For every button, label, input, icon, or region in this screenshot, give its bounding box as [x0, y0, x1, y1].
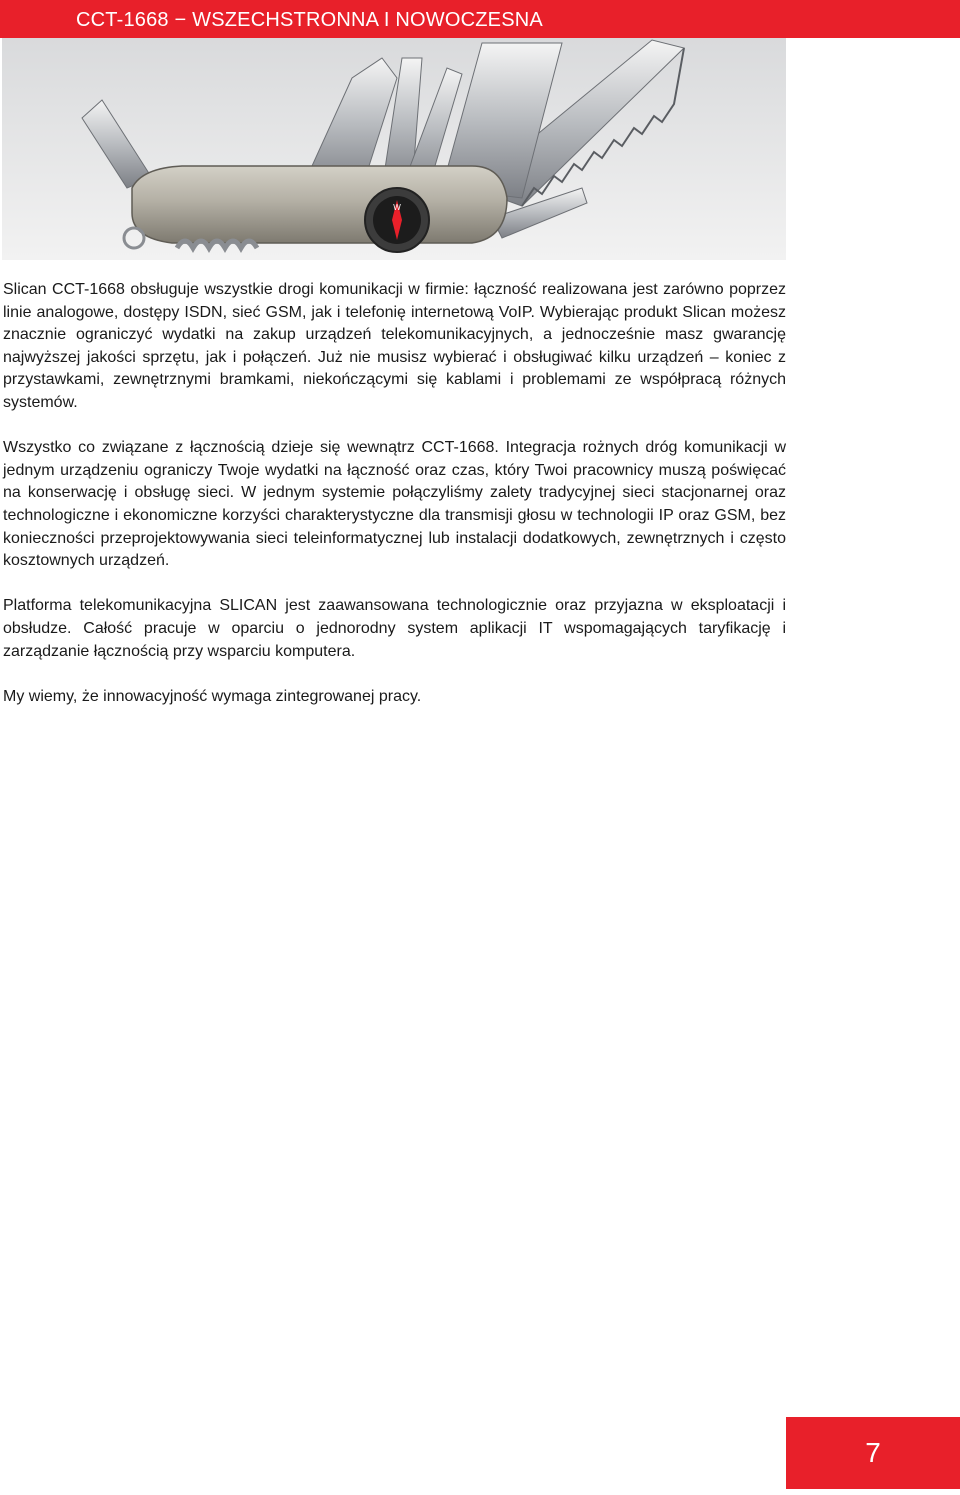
page-title: CCT-1668 − WSZECHSTRONNA I NOWOCZESNA — [76, 9, 543, 31]
body-text — [3, 279, 786, 731]
header-bar — [0, 0, 960, 38]
paragraph-integration: Wszystko co związane z łącznością dzieje się wewnątrz CCT-1668. Integracja rożnych dróg komunikacji w jednym urządzeniu ograniczy Twoje wydatki na łączność oraz czas, który Twoi pracownicy muszą poświęcać na konserwację i obsługę sieci. W jednym systemie połączyliśmy zalety tradycyjnej sieci stacjonarnej oraz technologiczne i ekonomiczne korzyści charakterystyczne dla transmisji głosu w technologii IP oraz GSM, bez konieczności przeprojektowywania sieci teleinformatycznej lub instalacji dodatkowych, zewnętrznych i często kosztownych urządzeń. — [3, 439, 786, 570]
svg-text:W: W — [393, 203, 401, 212]
swiss-army-knife-photo — [2, 38, 786, 260]
page-number: 7 — [865, 1437, 881, 1468]
paragraph-platform: Platforma telekomunikacyjna SLICAN jest zaawansowana technologicznie oraz przyjazna w eksploatacji i obsłudze. Całość pracuje w oparciu o jednorodny system aplikacji IT wspomagających taryfikację i zarządzanie łącznością przy wsparciu komputera. — [3, 597, 786, 660]
paragraph-closing: My wiemy, że innowacyjność wymaga zintegrowanej pracy. — [3, 687, 422, 705]
page-number-box — [786, 1417, 960, 1489]
paragraph-intro: Slican CCT-1668 obsługuje wszystkie drogi komunikacji w firmie: łączność realizowana jest zarówno poprzez linie analogowe, dostępy ISDN, sieć GSM, jak i telefonię internetową VoIP. Wybierając produkt Slican możesz znacznie ograniczyć wydatki na zakup urządzeń telekomunikacyjnych, a jednocześnie masz gwarancję najwyższej jakości sprzętu, jak i połączeń. Już nie musisz wybierać i obsługiwać kilku urządzeń – koniec z przystawkami, zewnętrznymi bramkami, niekończącymi się kablami i problemami ze współpracą różnych systemów. — [3, 281, 786, 411]
